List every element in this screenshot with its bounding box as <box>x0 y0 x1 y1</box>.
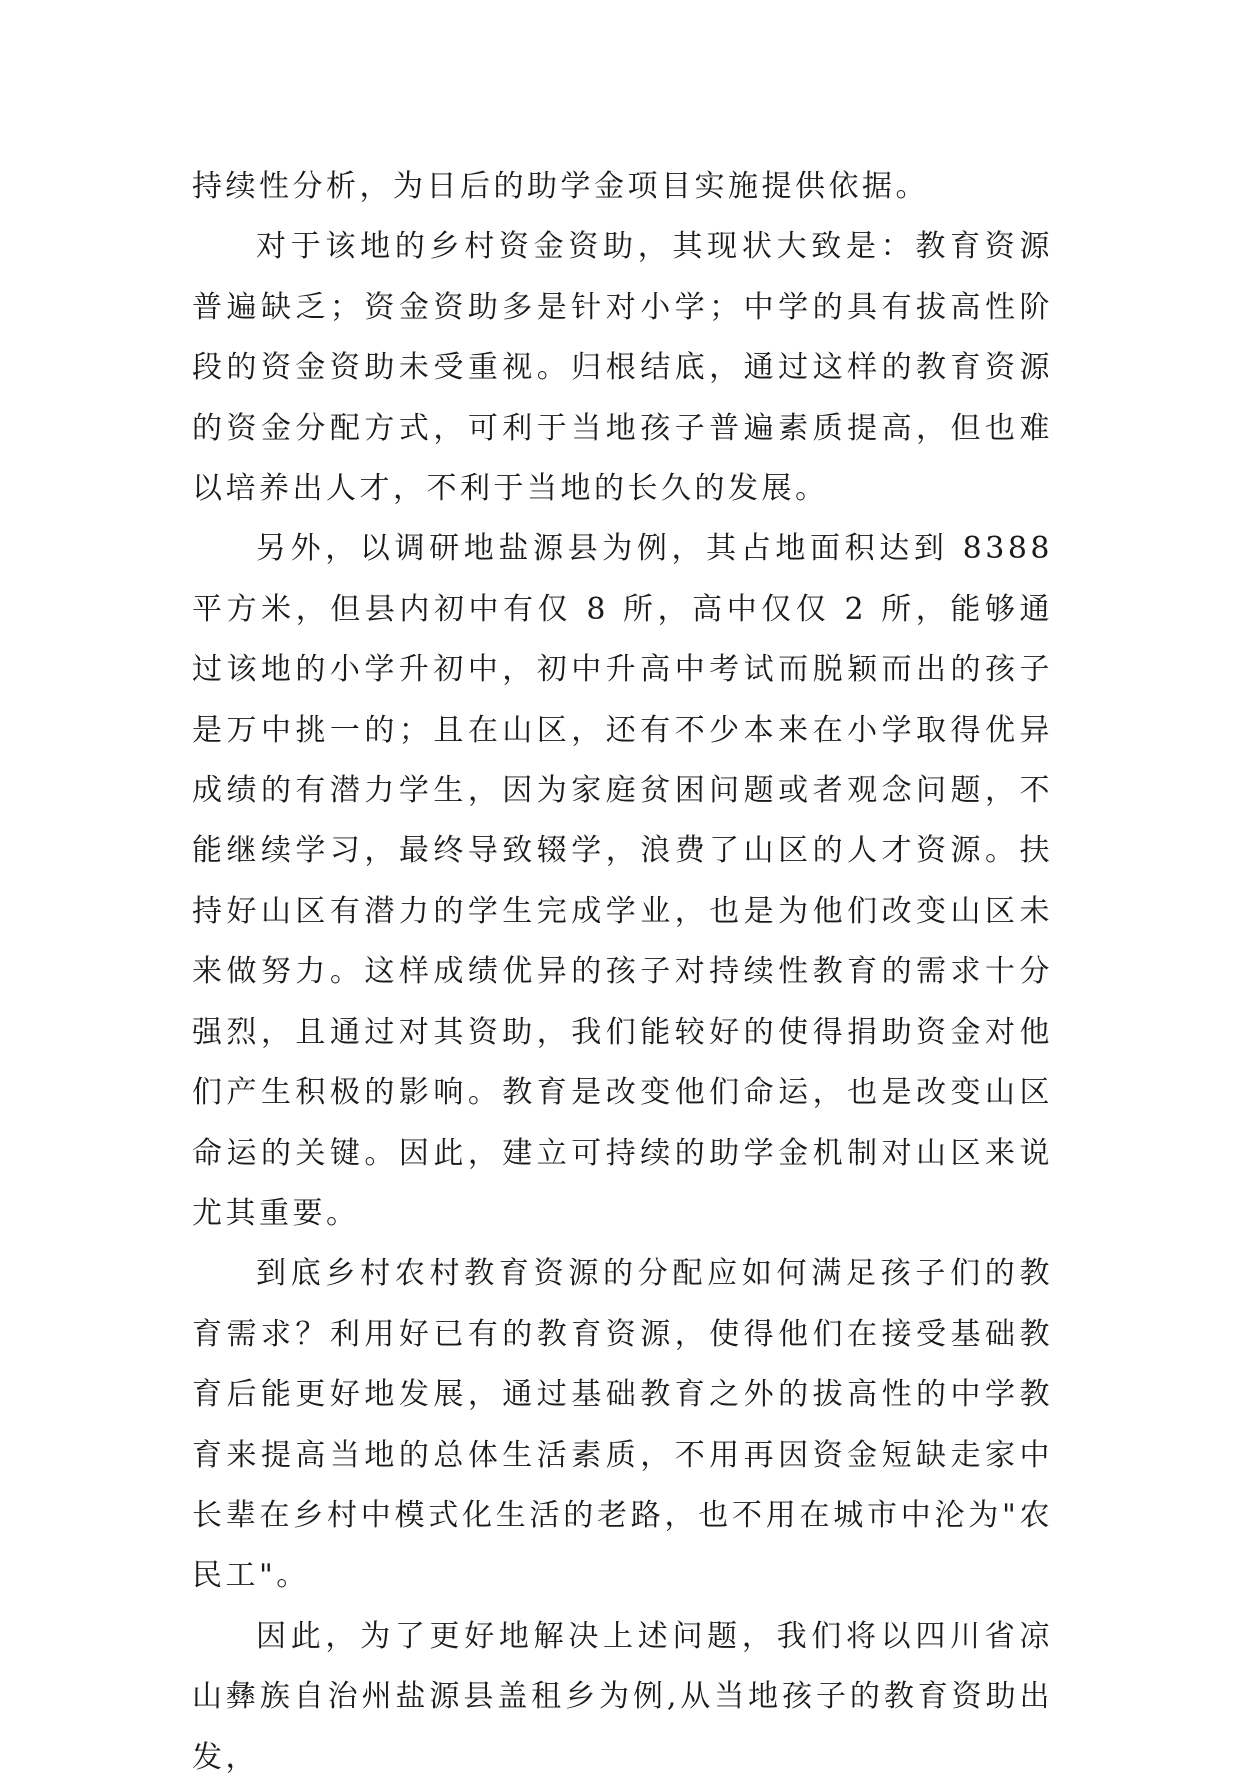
paragraph-funding-status: 对于该地的乡村资金资助，其现状大致是：教育资源普遍缺乏；资金资助多是针对小学；中学的具有拔高性阶段的资金资助未受重视。归根结底，通过这样的教育资源的资金分配方式，可利于当地孩子普遍素质提高，但也难以培养出人才，不利于当地的长久的发展。 <box>192 229 1053 507</box>
body-text <box>192 157 1053 1788</box>
paragraph-conclusion: 因此，为了更好地解决上述问题，我们将以四川省凉山彝族自治州盐源县盖租乡为例,从当地孩子的教育资助出发， <box>192 1618 1053 1775</box>
paragraph-continuation: 持续性分析，为日后的助学金项目实施提供依据。 <box>192 169 929 204</box>
paragraph-yanyuan-example: 另外，以调研地盐源县为例，其占地面积达到 8388 平方米，但县内初中有仅 8 所，高中仅仅 2 所，能够通过该地的小学升初中，初中升高中考试而脱颖而出的孩子是万中挑一的；且在山区，还有不少本来在小学取得优异成绩的有潜力学生，因为家庭贫困问题或者观念问题，不能继续学习，最终导致辍学，浪费了山区的人才资源。扶持好山区有潜力的学生完成学业，也是为他们改变山区未来做努力。这样成绩优异的孩子对持续性教育的需求十分强烈，且通过对其资助，我们能较好的使得捐助资金对他们产生积极的影响。教育是改变他们命运，也是改变山区命运的关键。因此，建立可持续的助学金机制对山区来说尤其重要。 <box>192 531 1053 1231</box>
paragraph-resource-allocation: 到底乡村农村教育资源的分配应如何满足孩子们的教育需求？利用好已有的教育资源，使得他们在接受基础教育后能更好地发展，通过基础教育之外的拔高性的中学教育来提高当地的总体生活素质，不用再因资金短缺走家中长辈在乡村中模式化生活的老路，也不用在城市中沦为"农民工"。 <box>192 1256 1053 1594</box>
